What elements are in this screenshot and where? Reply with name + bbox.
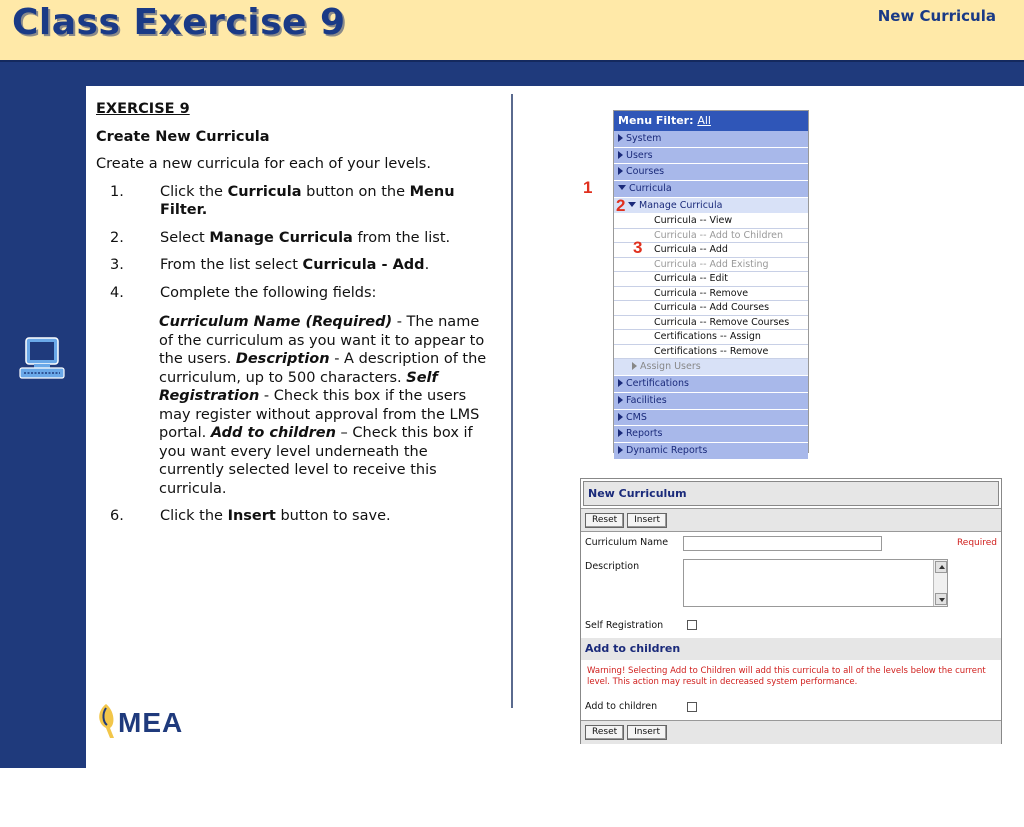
self-registration-label: Self Registration (585, 620, 664, 631)
column-divider (511, 94, 513, 708)
step-bold: Manage Curricula (209, 229, 353, 246)
step-6 (96, 507, 496, 526)
description-textarea[interactable] (683, 559, 948, 607)
step-number: 1. (110, 183, 124, 200)
reset-button[interactable]: Reset (585, 725, 624, 740)
field-text: - A description of the curriculum, up to 500 characters. (159, 351, 487, 386)
expand-arrow-icon (618, 396, 623, 404)
submenu-curricula-view[interactable]: Curricula -- View (614, 214, 808, 229)
submenu-curricula-add-existing: Curricula -- Add Existing (614, 258, 808, 273)
field-text: - Check this box if the users may register without approval from the LMS portal. (159, 388, 480, 441)
menu-item-label: Users (626, 149, 653, 161)
step-text: button on the (301, 183, 410, 200)
step-number: 4. (110, 284, 124, 301)
step-number: 6. (110, 508, 124, 524)
form-top-toolbar (581, 508, 1001, 532)
menu-item-dynamic-reports[interactable] (614, 443, 808, 460)
add-to-children-section-header: Add to children (581, 638, 1001, 660)
menu-item-reports[interactable] (614, 426, 808, 443)
step-text: Click the (160, 508, 228, 524)
self-registration-row (581, 612, 1001, 638)
menu-item-label: Manage Curricula (639, 199, 723, 211)
step-number: 2. (110, 229, 124, 246)
step-text: Click the (160, 183, 228, 200)
curriculum-name-row (581, 532, 1001, 556)
field-text: – Check this box if you want every level underneath the currently selected level to receive this curricula. (159, 425, 473, 497)
new-curriculum-form (580, 478, 1002, 744)
submenu-curricula-remove-courses[interactable]: Curricula -- Remove Courses (614, 316, 808, 331)
expand-arrow-icon (632, 362, 637, 370)
menu-item-assign-users (614, 359, 808, 376)
menu-filter-panel (613, 110, 809, 456)
menu-item-label: Reports (626, 428, 663, 440)
computer-icon (16, 334, 68, 386)
submenu-curricula-add-courses[interactable]: Curricula -- Add Courses (614, 301, 808, 316)
step-bold: Menu Filter. (160, 183, 455, 218)
step-1 (96, 183, 496, 220)
menu-filter-header (614, 111, 808, 131)
menu-item-users[interactable] (614, 148, 808, 165)
menu-item-label: Curricula (629, 183, 672, 195)
menu-item-system[interactable] (614, 131, 808, 148)
field-label: Description (235, 351, 330, 367)
expand-arrow-icon (618, 151, 623, 159)
menu-item-label: Certifications (626, 378, 689, 390)
exercise-instructions (96, 100, 496, 526)
menu-item-label: Assign Users (640, 361, 701, 373)
menu-item-label: Facilities (626, 394, 667, 406)
menu-item-courses[interactable] (614, 164, 808, 181)
expand-arrow-icon (618, 134, 623, 142)
menu-filter-label: Menu Filter: (618, 114, 694, 127)
left-sidebar (0, 86, 86, 827)
add-to-children-row (581, 696, 1001, 720)
step-bold: Curricula - Add (302, 257, 425, 273)
expand-arrow-icon (618, 413, 623, 421)
submenu-certifications-assign[interactable]: Certifications -- Assign (614, 330, 808, 345)
field-label: Add to children (210, 425, 336, 441)
menu-item-certifications[interactable] (614, 376, 808, 393)
add-to-children-label: Add to children (585, 701, 658, 712)
collapse-arrow-icon (628, 202, 636, 207)
step-text: Select (160, 229, 210, 246)
scroll-down-arrow-icon[interactable] (935, 593, 947, 605)
reset-button[interactable]: Reset (585, 513, 624, 528)
menu-item-label: System (626, 133, 662, 144)
step-number: 3. (110, 257, 124, 273)
step-text: Complete the following fields: (160, 284, 377, 301)
insert-button[interactable]: Insert (627, 725, 667, 740)
step-text: from the list. (352, 229, 451, 246)
logo-text: MEA (118, 707, 184, 738)
step-4 (96, 284, 496, 303)
menu-item-facilities[interactable] (614, 393, 808, 410)
step-3 (96, 256, 496, 275)
form-bottom-toolbar (581, 720, 1001, 744)
exercise-intro: Create a new curricula for each of your levels. (96, 156, 431, 172)
menu-item-label: Courses (626, 166, 665, 178)
step-bold: Insert (227, 508, 276, 524)
expand-arrow-icon (618, 446, 623, 454)
step-text: . (424, 257, 430, 273)
description-scrollbar[interactable] (933, 560, 947, 606)
form-title: New Curriculum (583, 481, 999, 506)
add-to-children-warning: Warning! Selecting Add to Children will add this curricula to all of the levels below the current level. This action may result in decreased system performance. (587, 666, 986, 687)
submenu-curricula-add[interactable]: Curricula -- Add (614, 243, 808, 258)
expand-arrow-icon (618, 429, 623, 437)
scroll-up-arrow-icon[interactable] (935, 561, 947, 573)
self-registration-checkbox[interactable] (687, 620, 697, 630)
field-label: Self Registration (159, 369, 438, 404)
step-text: button to save. (275, 508, 391, 524)
menu-item-manage-curricula[interactable] (614, 198, 808, 215)
callout-3: 3 (633, 238, 643, 257)
header-bar (0, 60, 1024, 86)
required-label: Required (956, 538, 997, 548)
menu-item-label: CMS (626, 411, 647, 423)
menu-item-label: Dynamic Reports (626, 444, 708, 456)
slide-topic: New Curricula (877, 7, 996, 25)
menu-filter-all-link[interactable]: All (697, 114, 711, 127)
exercise-heading: EXERCISE 9 (96, 101, 190, 117)
add-to-children-checkbox[interactable] (687, 702, 697, 712)
callout-2: 2 (616, 196, 626, 215)
collapse-arrow-icon (618, 185, 626, 190)
expand-arrow-icon (618, 379, 623, 387)
expand-arrow-icon (618, 167, 623, 175)
description-label: Description (585, 561, 640, 572)
step-text: From the list select (160, 257, 303, 273)
step-bold: Curricula (227, 183, 302, 200)
submenu-curricula-add-to-children: Curricula -- Add to Children (614, 229, 808, 244)
menu-item-curricula[interactable] (614, 181, 808, 198)
curriculum-name-label: Curriculum Name (585, 537, 669, 548)
curriculum-name-input[interactable] (683, 536, 882, 551)
field-text: - The name of the curriculum as you want it to appear to the users. (159, 314, 485, 367)
description-row (581, 556, 1001, 612)
insert-button[interactable]: Insert (627, 513, 667, 528)
field-descriptions (96, 313, 496, 498)
slide-title: Class Exercise 9 (12, 2, 346, 43)
menu-item-cms[interactable] (614, 410, 808, 427)
callout-1: 1 (583, 178, 593, 197)
exercise-subheading: Create New Curricula (96, 128, 270, 145)
field-label: Curriculum Name (Required) (159, 314, 393, 330)
submenu-curricula-remove[interactable]: Curricula -- Remove (614, 287, 808, 302)
slide-header (0, 0, 1024, 60)
page-number: 41 (22, 792, 64, 827)
submenu-certifications-remove[interactable]: Certifications -- Remove (614, 345, 808, 360)
submenu-curricula-edit[interactable]: Curricula -- Edit (614, 272, 808, 287)
step-2 (96, 229, 496, 248)
